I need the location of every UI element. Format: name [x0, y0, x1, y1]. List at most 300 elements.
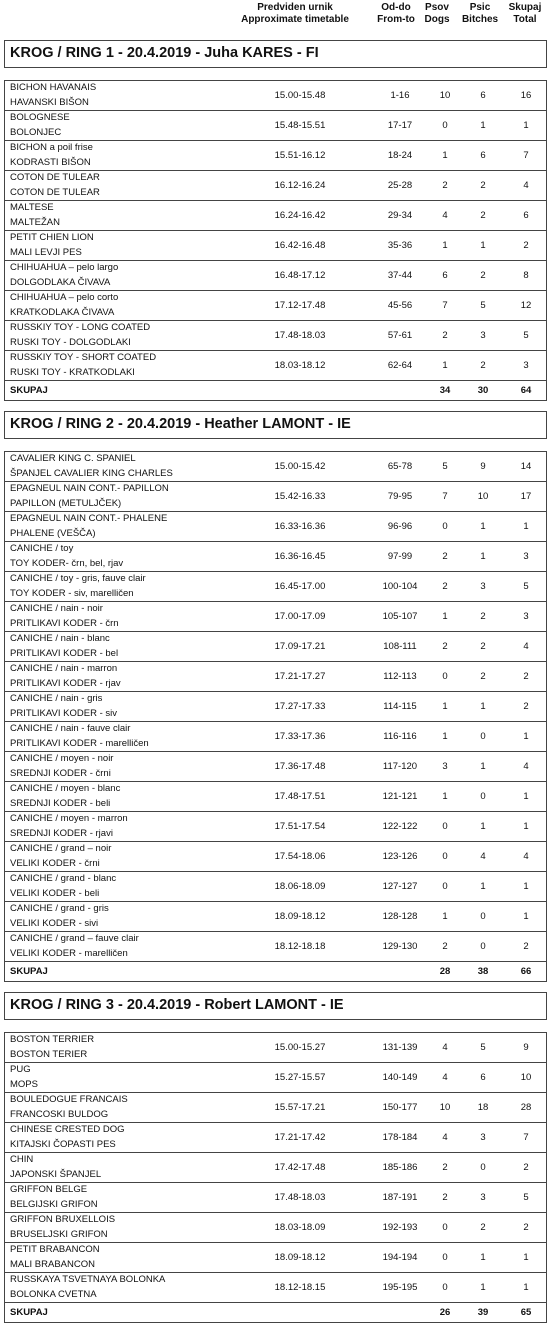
total-cell: 3: [523, 551, 529, 562]
bitches-cell: 4: [480, 851, 486, 862]
bitches-cell: 0: [480, 911, 486, 922]
ring-section: [4, 411, 547, 982]
time-cell: 17.12-17.48: [274, 300, 326, 311]
time-cell: 17.48-17.51: [274, 791, 326, 802]
breed-name-local: MALTEŽAN: [10, 217, 60, 228]
dogs-cell: 4: [442, 1042, 448, 1053]
breed-name-local: SREDNJI KODER - beli: [10, 798, 111, 809]
range-cell: 17-17: [387, 120, 413, 131]
range-cell: 112-113: [383, 671, 417, 682]
total-cell: 5: [523, 1192, 529, 1203]
bitches-cell: 1: [480, 521, 486, 532]
dogs-cell: 0: [442, 671, 448, 682]
breed-name: CANICHE / nain - blanc: [10, 633, 110, 644]
time-cell: 15.00-15.48: [274, 90, 326, 101]
dogs-cell: 1: [442, 701, 448, 712]
breed-name: CANICHE / toy: [10, 543, 74, 554]
dogs-cell: 2: [442, 1162, 448, 1173]
breed-name: CANICHE / moyen - blanc: [10, 783, 121, 794]
total-cell: 16: [520, 90, 532, 101]
table-row: [5, 932, 546, 962]
range-cell: 114-115: [383, 701, 417, 712]
bitches-cell: 1: [480, 761, 486, 772]
breed-name: BOLOGNESE: [10, 112, 70, 123]
table-row: [5, 692, 546, 722]
breed-name: CANICHE / nain - noir: [10, 603, 103, 614]
dogs-cell: 0: [442, 120, 448, 131]
breed-name-local: JAPONSKI ŠPANJEL: [10, 1169, 102, 1180]
ring-section: [4, 40, 547, 401]
range-cell: 117-120: [382, 761, 418, 772]
header-timetable: [232, 2, 358, 26]
bitches-cell: 1: [480, 821, 486, 832]
time-cell: 16.24-16.42: [274, 210, 326, 221]
total-cell: 4: [523, 761, 529, 772]
range-cell: 123-126: [382, 851, 418, 862]
breed-name-local: PAPILLON (METULJČEK): [10, 498, 122, 509]
breed-name: CHIHUAHUA – pelo largo: [10, 262, 119, 273]
dogs-cell: 1: [442, 150, 448, 161]
ring-spacer: [4, 1020, 547, 1032]
total-cell: 8: [523, 270, 529, 281]
total-cell: 1: [523, 120, 529, 131]
breed-name-local: ŠPANJEL CAVALIER KING CHARLES: [10, 468, 173, 479]
bitches-cell: 1: [480, 551, 486, 562]
time-cell: 16.36-16.45: [274, 551, 326, 562]
breed-name-local: BRUSELJSKI GRIFON: [10, 1229, 108, 1240]
total-cell: 28: [520, 1102, 532, 1113]
table-row: [5, 752, 546, 782]
breed-name-local: BELGIJSKI GRIFON: [10, 1199, 98, 1210]
breed-name-local: DOLGODLAKA ČIVAVA: [10, 277, 111, 288]
bitches-cell: 2: [480, 210, 486, 221]
breed-table: [4, 1032, 547, 1303]
ring-title: KROG / RING 3 - 20.4.2019 - Robert LAMONT - IE: [4, 992, 547, 1020]
time-cell: 15.00-15.42: [274, 461, 326, 472]
time-cell: 17.54-18.06: [274, 851, 326, 862]
breed-name: CHIN: [10, 1154, 34, 1165]
total-cell: 2: [523, 671, 529, 682]
breed-name: CANICHE / grand - blanc: [10, 873, 117, 884]
time-cell: 17.21-17.42: [274, 1132, 326, 1143]
breed-name-local: KITAJSKI ČOPASTI PES: [10, 1139, 116, 1150]
total-cell: 2: [523, 1222, 529, 1233]
range-cell: 116-116: [383, 731, 417, 742]
time-cell: 17.21-17.27: [274, 671, 326, 682]
header-timetable-sl: Predviden urnik: [257, 2, 333, 13]
breed-name: COTON DE TULEAR: [10, 172, 100, 183]
time-cell: 15.48-15.51: [274, 120, 326, 131]
range-cell: 97-99: [387, 551, 413, 562]
bitches-cell: 1: [480, 120, 486, 131]
range-cell: 57-61: [387, 330, 413, 341]
time-cell: 17.36-17.48: [274, 761, 326, 772]
dogs-cell: 6: [442, 270, 448, 281]
total-cell: 2: [523, 240, 529, 251]
breed-name: CHIHUAHUA – pelo corto: [10, 292, 119, 303]
table-row: [5, 632, 546, 662]
breed-name: CANICHE / nain - gris: [10, 693, 103, 704]
header-dogs: [417, 2, 457, 26]
total-cell: 9: [523, 1042, 529, 1053]
breed-name-local: FRANCOSKI BULDOG: [10, 1109, 109, 1120]
range-cell: 96-96: [387, 521, 413, 532]
time-cell: 17.48-18.03: [274, 330, 326, 341]
bitches-cell: 0: [480, 791, 486, 802]
table-row: [5, 261, 546, 291]
breed-name: GRIFFON BRUXELLOIS: [10, 1214, 116, 1225]
total-cell: 1: [523, 791, 529, 802]
range-cell: 178-184: [382, 1132, 418, 1143]
total-cell: 12: [520, 300, 532, 311]
breed-name: CAVALIER KING C. SPANIEL: [10, 453, 136, 464]
bitches-cell: 6: [480, 1072, 486, 1083]
table-row: [5, 171, 546, 201]
breed-name-local: PRITLIKAVI KODER - rjav: [10, 678, 121, 689]
range-cell: 37-44: [387, 270, 413, 281]
breed-name-local: BOLONKA CVETNA: [10, 1289, 97, 1300]
bitches-cell: 3: [480, 1132, 486, 1143]
dogs-cell: 7: [442, 491, 448, 502]
header-total: [498, 2, 550, 26]
total-cell: 1: [523, 881, 529, 892]
table-row: [5, 452, 546, 482]
summary-dogs: 26: [439, 1307, 451, 1318]
dogs-cell: 0: [442, 851, 448, 862]
breed-name-local: RUSKI TOY - KRATKODLAKI: [10, 367, 135, 378]
table-row: [5, 482, 546, 512]
range-cell: 18-24: [387, 150, 413, 161]
breed-name-local: PRITLIKAVI KODER - siv: [10, 708, 117, 719]
bitches-cell: 10: [477, 491, 489, 502]
total-cell: 1: [523, 521, 529, 532]
bitches-cell: 2: [480, 641, 486, 652]
header-bitches: [457, 2, 503, 26]
range-cell: 185-186: [382, 1162, 418, 1173]
time-cell: 18.09-18.12: [274, 911, 326, 922]
table-row: [5, 842, 546, 872]
breed-name: CANICHE / moyen - marron: [10, 813, 128, 824]
time-cell: 16.33-16.36: [274, 521, 326, 532]
breed-name-local: PRITLIKAVI KODER - bel: [10, 648, 119, 659]
breed-name-local: VELIKI KODER - sivi: [10, 918, 99, 929]
bitches-cell: 6: [480, 90, 486, 101]
dogs-cell: 7: [442, 300, 448, 311]
time-cell: 17.27-17.33: [274, 701, 326, 712]
time-cell: 17.33-17.36: [274, 731, 326, 742]
breed-name-local: RUSKI TOY - DOLGODLAKI: [10, 337, 131, 348]
header-fromto-en: From-to: [377, 14, 415, 25]
header-dogs-sl: Psov: [425, 2, 449, 13]
time-cell: 18.03-18.09: [274, 1222, 326, 1233]
breed-name-local: SREDNJI KODER - črni: [10, 768, 111, 779]
time-cell: 18.12-18.15: [274, 1282, 326, 1293]
breed-name-local: PHALENE (VEŠČA): [10, 528, 96, 539]
total-cell: 4: [523, 180, 529, 191]
breed-name: CANICHE / toy - gris, fauve clair: [10, 573, 146, 584]
bitches-cell: 2: [480, 180, 486, 191]
breed-name-local: KRATKODLAKA ČIVAVA: [10, 307, 115, 318]
total-cell: 5: [523, 581, 529, 592]
bitches-cell: 3: [480, 1192, 486, 1203]
breed-name: CANICHE / nain - fauve clair: [10, 723, 131, 734]
range-cell: 128-128: [382, 911, 418, 922]
breed-name-local: MALI LEVJI PES: [10, 247, 82, 258]
summary-row: [4, 381, 547, 401]
dogs-cell: 2: [442, 551, 448, 562]
bitches-cell: 18: [477, 1102, 489, 1113]
time-cell: 17.00-17.09: [274, 611, 326, 622]
range-cell: 192-193: [382, 1222, 418, 1233]
time-cell: 16.12-16.24: [274, 180, 326, 191]
breed-name: MALTESE: [10, 202, 54, 213]
table-row: [5, 81, 546, 111]
dogs-cell: 0: [442, 1282, 448, 1293]
dogs-cell: 4: [442, 1132, 448, 1143]
dogs-cell: 1: [442, 611, 448, 622]
breed-name-local: MOPS: [10, 1079, 38, 1090]
range-cell: 1-16: [390, 90, 410, 101]
breed-name-local: VELIKI KODER - črni: [10, 858, 100, 869]
time-cell: 18.06-18.09: [274, 881, 326, 892]
breed-name-local: VELIKI KODER - marelličen: [10, 948, 128, 959]
bitches-cell: 2: [480, 1222, 486, 1233]
summary-row: [4, 962, 547, 982]
dogs-cell: 10: [439, 1102, 451, 1113]
summary-label: SKUPAJ: [10, 385, 48, 396]
breed-table: [4, 80, 547, 381]
range-cell: 194-194: [382, 1252, 418, 1263]
table-row: [5, 1183, 546, 1213]
time-cell: 18.03-18.12: [274, 360, 326, 371]
breed-name-local: TOY KODER- črn, bel, rjav: [10, 558, 124, 569]
range-cell: 79-95: [387, 491, 413, 502]
bitches-cell: 5: [480, 300, 486, 311]
dogs-cell: 2: [442, 581, 448, 592]
time-cell: 15.51-16.12: [274, 150, 326, 161]
range-cell: 131-139: [382, 1042, 418, 1053]
time-cell: 16.42-16.48: [274, 240, 326, 251]
total-cell: 2: [523, 1162, 529, 1173]
breed-name: PETIT CHIEN LION: [10, 232, 94, 243]
bitches-cell: 1: [480, 881, 486, 892]
rings-container: [0, 40, 550, 1323]
range-cell: 129-130: [382, 941, 418, 952]
time-cell: 15.27-15.57: [274, 1072, 326, 1083]
bitches-cell: 0: [480, 941, 486, 952]
total-cell: 1: [523, 731, 529, 742]
table-row: [5, 782, 546, 812]
table-row: [5, 291, 546, 321]
table-row: [5, 201, 546, 231]
table-row: [5, 231, 546, 261]
breed-table: [4, 451, 547, 962]
dogs-cell: 1: [442, 360, 448, 371]
breed-name-local: HAVANSKI BIŠON: [10, 97, 89, 108]
table-row: [5, 1033, 546, 1063]
breed-name-local: KODRASTI BIŠON: [10, 157, 91, 168]
breed-name-local: MALI BRABANCON: [10, 1259, 95, 1270]
breed-name-local: COTON DE TULEAR: [10, 187, 100, 198]
breed-name: BOSTON TERRIER: [10, 1034, 95, 1045]
dogs-cell: 2: [442, 330, 448, 341]
bitches-cell: 3: [480, 330, 486, 341]
breed-name: RUSSKAYA TSVETNAYA BOLONKA: [10, 1274, 166, 1285]
table-row: [5, 111, 546, 141]
table-row: [5, 902, 546, 932]
breed-name: GRIFFON BELGE: [10, 1184, 88, 1195]
breed-name: CANICHE / nain - marron: [10, 663, 118, 674]
total-cell: 2: [523, 941, 529, 952]
range-cell: 35-36: [387, 240, 413, 251]
dogs-cell: 0: [442, 881, 448, 892]
range-cell: 65-78: [387, 461, 413, 472]
breed-name-local: VELIKI KODER - beli: [10, 888, 100, 899]
time-cell: 16.48-17.12: [274, 270, 326, 281]
range-cell: 122-122: [382, 821, 418, 832]
total-cell: 4: [523, 851, 529, 862]
total-cell: 17: [520, 491, 532, 502]
table-row: [5, 321, 546, 351]
breed-name: BOULEDOGUE FRANCAIS: [10, 1094, 128, 1105]
time-cell: 15.42-16.33: [274, 491, 326, 502]
breed-name-local: BOLONJEC: [10, 127, 62, 138]
table-row: [5, 1213, 546, 1243]
breed-name: BICHON a poil frise: [10, 142, 93, 153]
table-row: [5, 1123, 546, 1153]
bitches-cell: 2: [480, 671, 486, 682]
time-cell: 15.57-17.21: [274, 1102, 326, 1113]
breed-name: CANICHE / moyen - noir: [10, 753, 114, 764]
summary-bitches: 39: [477, 1307, 489, 1318]
range-cell: 140-149: [382, 1072, 418, 1083]
summary-dogs: 28: [439, 966, 451, 977]
dogs-cell: 3: [442, 761, 448, 772]
table-row: [5, 662, 546, 692]
table-row: [5, 572, 546, 602]
total-cell: 5: [523, 330, 529, 341]
breed-name: EPAGNEUL NAIN CONT.- PHALENE: [10, 513, 168, 524]
total-cell: 4: [523, 641, 529, 652]
range-cell: 195-195: [382, 1282, 418, 1293]
bitches-cell: 1: [480, 240, 486, 251]
bitches-cell: 9: [480, 461, 486, 472]
header-bitches-en: Bitches: [461, 14, 499, 25]
bitches-cell: 6: [480, 150, 486, 161]
total-cell: 7: [523, 150, 529, 161]
range-cell: 150-177: [382, 1102, 418, 1113]
breed-name-local: SREDNJI KODER - rjavi: [10, 828, 113, 839]
breed-name: RUSSKIY TOY - SHORT COATED: [10, 352, 157, 363]
breed-name: EPAGNEUL NAIN CONT.- PAPILLON: [10, 483, 169, 494]
dogs-cell: 0: [442, 1252, 448, 1263]
summary-bitches: 38: [477, 966, 489, 977]
summary-label: SKUPAJ: [10, 966, 48, 977]
total-cell: 10: [520, 1072, 532, 1083]
range-cell: 100-104: [382, 581, 418, 592]
total-cell: 14: [520, 461, 532, 472]
table-row: [5, 542, 546, 572]
time-cell: 16.45-17.00: [274, 581, 326, 592]
bitches-cell: 0: [480, 731, 486, 742]
time-cell: 17.51-17.54: [274, 821, 326, 832]
table-row: [5, 141, 546, 171]
range-cell: 45-56: [387, 300, 413, 311]
range-cell: 25-28: [387, 180, 413, 191]
ring-title: KROG / RING 2 - 20.4.2019 - Heather LAMONT - IE: [4, 411, 547, 439]
breed-name: RUSSKIY TOY - LONG COATED: [10, 322, 151, 333]
table-row: [5, 722, 546, 752]
dogs-cell: 2: [442, 1192, 448, 1203]
dogs-cell: 1: [442, 240, 448, 251]
header-fromto-sl: Od-do: [381, 2, 411, 13]
time-cell: 18.09-18.12: [274, 1252, 326, 1263]
bitches-cell: 2: [480, 270, 486, 281]
dogs-cell: 0: [442, 821, 448, 832]
header-timetable-en: Approximate timetable: [241, 14, 349, 25]
dogs-cell: 1: [442, 911, 448, 922]
total-cell: 1: [523, 1252, 529, 1263]
breed-name-local: BOSTON TERIER: [10, 1049, 88, 1060]
breed-name-local: TOY KODER - siv, marelličen: [10, 588, 134, 599]
dogs-cell: 2: [442, 180, 448, 191]
total-cell: 1: [523, 821, 529, 832]
time-cell: 15.00-15.27: [274, 1042, 326, 1053]
breed-name: CANICHE / grand – fauve clair: [10, 933, 139, 944]
dogs-cell: 2: [442, 641, 448, 652]
table-row: [5, 1243, 546, 1273]
dogs-cell: 1: [442, 731, 448, 742]
header-dogs-en: Dogs: [424, 14, 450, 25]
total-cell: 7: [523, 1132, 529, 1143]
bitches-cell: 3: [480, 581, 486, 592]
range-cell: 29-34: [387, 210, 413, 221]
breed-name: CHINESE CRESTED DOG: [10, 1124, 125, 1135]
table-row: [5, 1153, 546, 1183]
ring-title: KROG / RING 1 - 20.4.2019 - Juha KARES - FI: [4, 40, 547, 68]
total-cell: 1: [523, 1282, 529, 1293]
breed-name: BICHON HAVANAIS: [10, 82, 97, 93]
bitches-cell: 1: [480, 1252, 486, 1263]
range-cell: 127-127: [382, 881, 418, 892]
breed-name-local: PRITLIKAVI KODER - črn: [10, 618, 119, 629]
time-cell: 17.09-17.21: [274, 641, 326, 652]
header-total-sl: Skupaj: [508, 2, 542, 13]
bitches-cell: 2: [480, 611, 486, 622]
time-cell: 17.42-17.48: [274, 1162, 326, 1173]
dogs-cell: 4: [442, 1072, 448, 1083]
total-cell: 6: [523, 210, 529, 221]
table-row: [5, 512, 546, 542]
table-row: [5, 1063, 546, 1093]
summary-total: 65: [520, 1307, 532, 1318]
table-row: [5, 1273, 546, 1303]
table-row: [5, 812, 546, 842]
summary-label: SKUPAJ: [10, 1307, 48, 1318]
dogs-cell: 10: [439, 90, 451, 101]
table-row: [5, 602, 546, 632]
total-cell: 3: [523, 360, 529, 371]
time-cell: 18.12-18.18: [274, 941, 326, 952]
summary-dogs: 34: [439, 385, 451, 396]
summary-bitches: 30: [477, 385, 489, 396]
bitches-cell: 2: [480, 360, 486, 371]
header-total-en: Total: [513, 14, 537, 25]
ring-spacer: [4, 439, 547, 451]
ring-spacer: [4, 68, 547, 80]
range-cell: 187-191: [382, 1192, 418, 1203]
ring-section: [4, 992, 547, 1323]
